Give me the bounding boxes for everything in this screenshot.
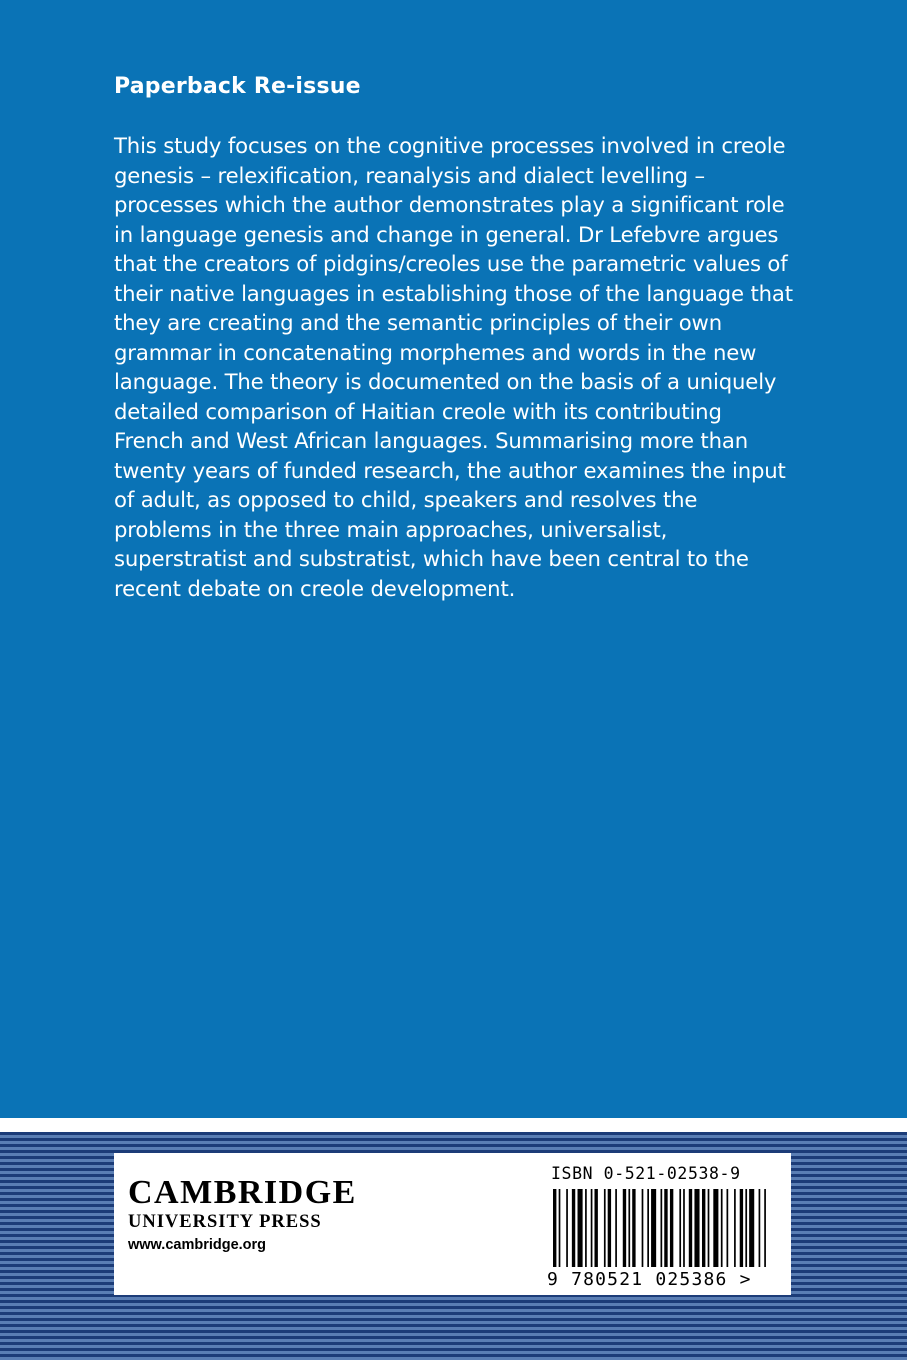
isbn-label: ISBN 0-521-02538-9 [551,1164,741,1183]
publisher-barcode-panel [114,1153,791,1295]
publisher-logo [128,1175,357,1233]
book-description: This study focuses on the cognitive processes involved in creole genesis – relexification, reanalysis and dialect levelling – processes which the author demonstrates play a significant role in language genesis and change in general. Dr Lefebvre argues that the creators of pidgins/creoles use the parametric values of their native languages in establishing those of the language that they are creating and the semantic principles of their own grammar in concatenating morphemes and words in the new language. The theory is documented on the basis of a uniquely detailed comparison of Haitian creole with its contributing French and West African languages. Summarising more than twenty years of funded research, the author examines the input of adult, as opposed to child, speakers and resolves the problems in the three main approaches, universalist, superstratist and substratist, which have been central to the recent debate on creole development. [114,133,793,601]
barcode-digits: 9 780521 025386 > [547,1269,752,1290]
barcode-graphic [553,1189,768,1267]
publisher-name: CAMBRIDGE [128,1174,357,1211]
stripe-band-border [0,1118,907,1132]
cover-heading: Paperback Re-issue [114,74,361,99]
publisher-subname: UNIVERSITY PRESS [128,1212,322,1232]
publisher-website: www.cambridge.org [128,1237,267,1253]
